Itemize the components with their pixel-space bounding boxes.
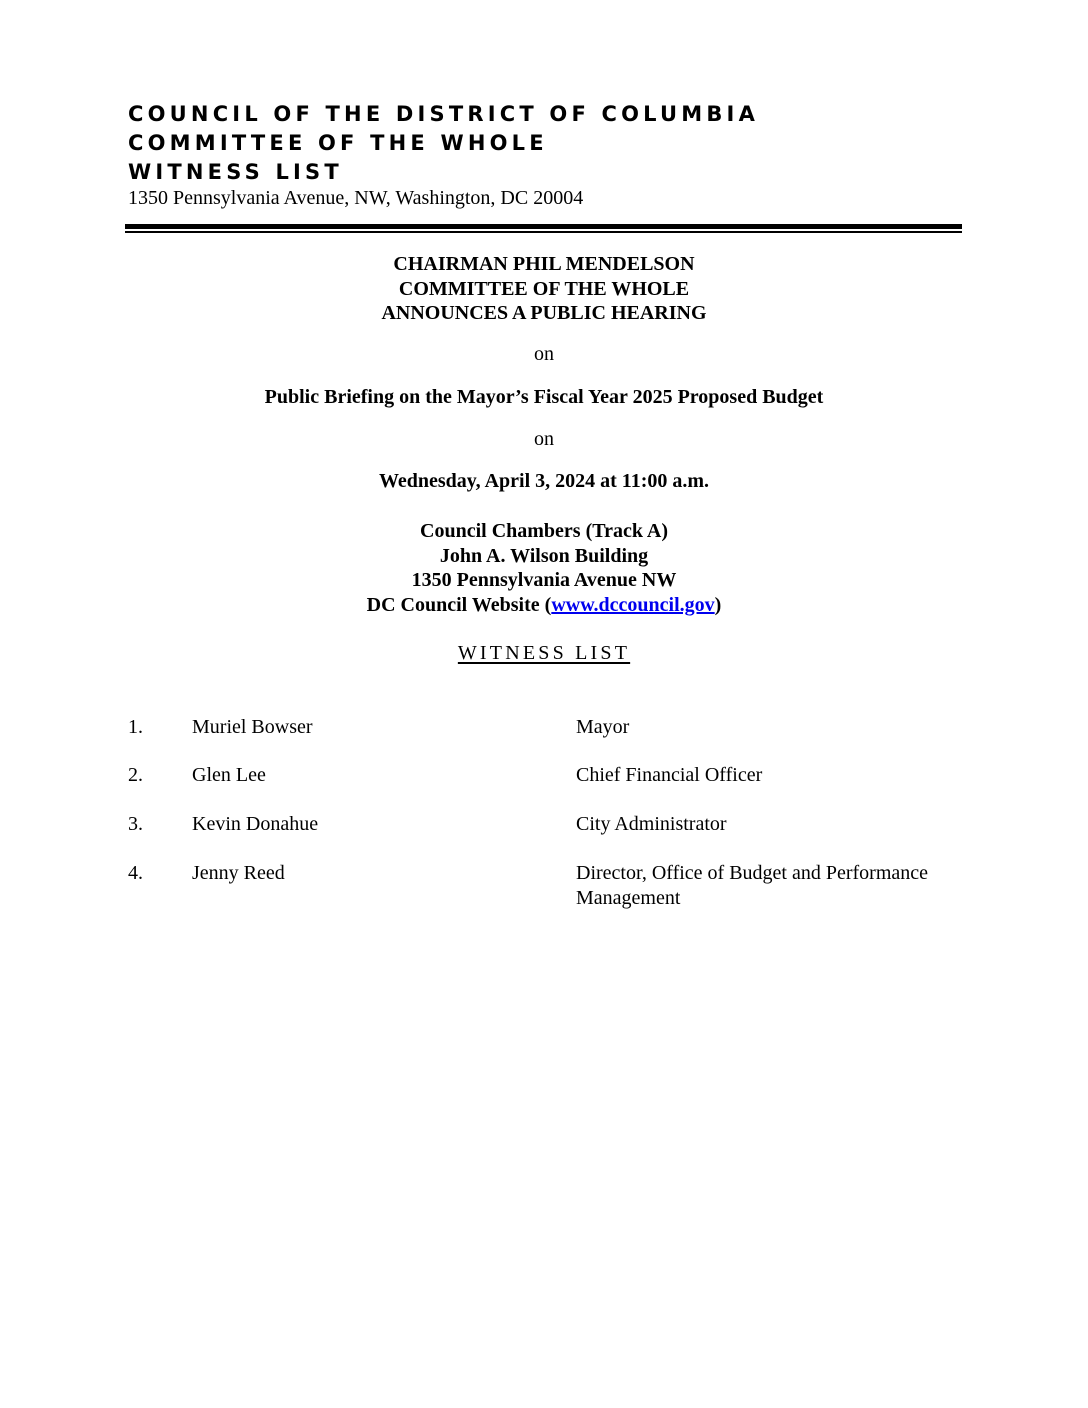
witness-title: City Administrator bbox=[576, 813, 727, 835]
witness-number: 2. bbox=[128, 764, 143, 786]
witness-title: Director, Office of Budget and Performance Management bbox=[576, 862, 929, 909]
connector-on-second: on bbox=[534, 428, 554, 450]
witness-title: Chief Financial Officer bbox=[576, 764, 763, 786]
hearing-announcement bbox=[0, 252, 1088, 326]
header-divider-thick bbox=[125, 224, 962, 229]
letterhead-document-type: WITNESS LIST bbox=[128, 160, 343, 184]
announcement-public-hearing: ANNOUNCES A PUBLIC HEARING bbox=[381, 302, 707, 324]
witness-list-heading-wrap bbox=[0, 642, 1088, 665]
hearing-title: Public Briefing on the Mayor’s Fiscal Year 2025 Proposed Budget bbox=[264, 386, 824, 408]
location-street: 1350 Pennsylvania Avenue NW bbox=[411, 569, 677, 591]
website-prefix: DC Council Website ( bbox=[366, 593, 552, 616]
announcement-chairman: CHAIRMAN PHIL MENDELSON bbox=[393, 253, 695, 275]
witness-name: Jenny Reed bbox=[192, 862, 285, 884]
witness-list-heading: WITNESS LIST bbox=[457, 642, 631, 664]
header-divider-thin bbox=[125, 231, 962, 233]
hearing-datetime: Wednesday, April 3, 2024 at 11:00 a.m. bbox=[378, 470, 710, 492]
witness-number: 4. bbox=[128, 862, 143, 884]
witness-name: Kevin Donahue bbox=[192, 813, 319, 835]
hearing-location bbox=[0, 519, 1088, 617]
letterhead-address: 1350 Pennsylvania Avenue, NW, Washington, DC 20004 bbox=[128, 187, 584, 209]
witness-number: 3. bbox=[128, 813, 143, 835]
letterhead-committee-name: COMMITTEE OF THE WHOLE bbox=[128, 131, 548, 155]
website-suffix: ) bbox=[714, 593, 722, 616]
location-building: John A. Wilson Building bbox=[439, 544, 649, 567]
announcement-committee: COMMITTEE OF THE WHOLE bbox=[398, 277, 690, 300]
location-website-line bbox=[0, 593, 1088, 618]
witness-name: Muriel Bowser bbox=[192, 716, 313, 738]
connector-on-first: on bbox=[534, 343, 554, 365]
witness-number: 1. bbox=[128, 716, 143, 738]
letterhead bbox=[128, 100, 759, 210]
dccouncil-website-link[interactable]: www.dccouncil.gov bbox=[551, 593, 715, 616]
letterhead-council-name: COUNCIL OF THE DISTRICT OF COLUMBIA bbox=[128, 102, 760, 126]
witness-name: Glen Lee bbox=[192, 764, 266, 786]
witness-title: Mayor bbox=[576, 716, 630, 738]
location-room: Council Chambers (Track A) bbox=[420, 520, 668, 542]
